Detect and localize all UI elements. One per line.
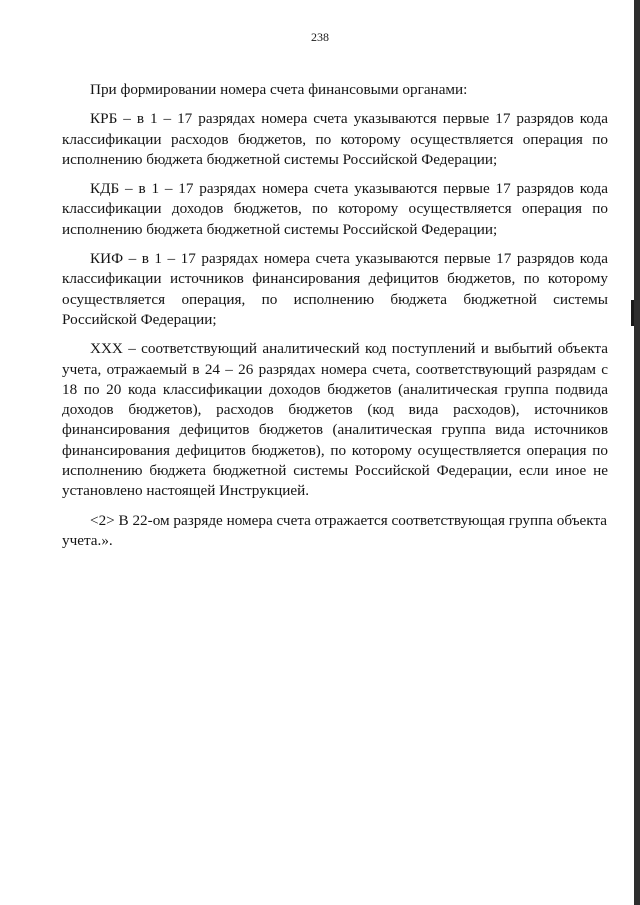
document-body (62, 80, 608, 560)
intro-paragraph: При формировании номера счета финансовыми органами: (90, 81, 468, 98)
xxx-paragraph: ХХХ – соответствующий аналитический код поступлений и выбытий объекта учета, отражаемый в 24 – 26 разрядах номера счета, соответствующий разрядам с 18 по 20 кода классификации доходов бюджетов (аналитическая группа подвида доходов бюджетов), расходов бюджетов (код вида расходов), источников финансирования дефицитов бюджетов (аналитическая группа вида источников финансирования дефицитов бюджетов), по которому осуществляется операция по исполнению бюджета бюджетной системы Российской Федерации, если иное не установлено настоящей Инструкцией. (62, 340, 608, 500)
kif-paragraph: КИФ – в 1 – 17 разрядах номера счета указываются первые 17 разрядов кода классификации источников финансирования дефицитов бюджетов, по которому осуществляется операция, по исполнению бюджета бюджетной системы Российской Федерации; (62, 250, 608, 328)
scan-edge-mark (631, 300, 634, 326)
page-number: 238 (311, 30, 329, 44)
scan-edge-shadow (634, 0, 640, 905)
footnote-paragraph: <2> В 22-ом разряде номера счета отражается соответствующая группа объекта учета.». (62, 511, 608, 549)
kdb-paragraph: КДБ – в 1 – 17 разрядах номера счета указываются первые 17 разрядов кода классификации доходов бюджетов, по которому осуществляется операция по исполнению бюджета бюджетной системы Российской Федерации; (62, 180, 608, 238)
krb-paragraph: КРБ – в 1 – 17 разрядах номера счета указываются первые 17 разрядов кода классификации расходов бюджетов, по которому осуществляется операция по исполнению бюджета бюджетной системы Российской Федерации; (62, 110, 608, 168)
